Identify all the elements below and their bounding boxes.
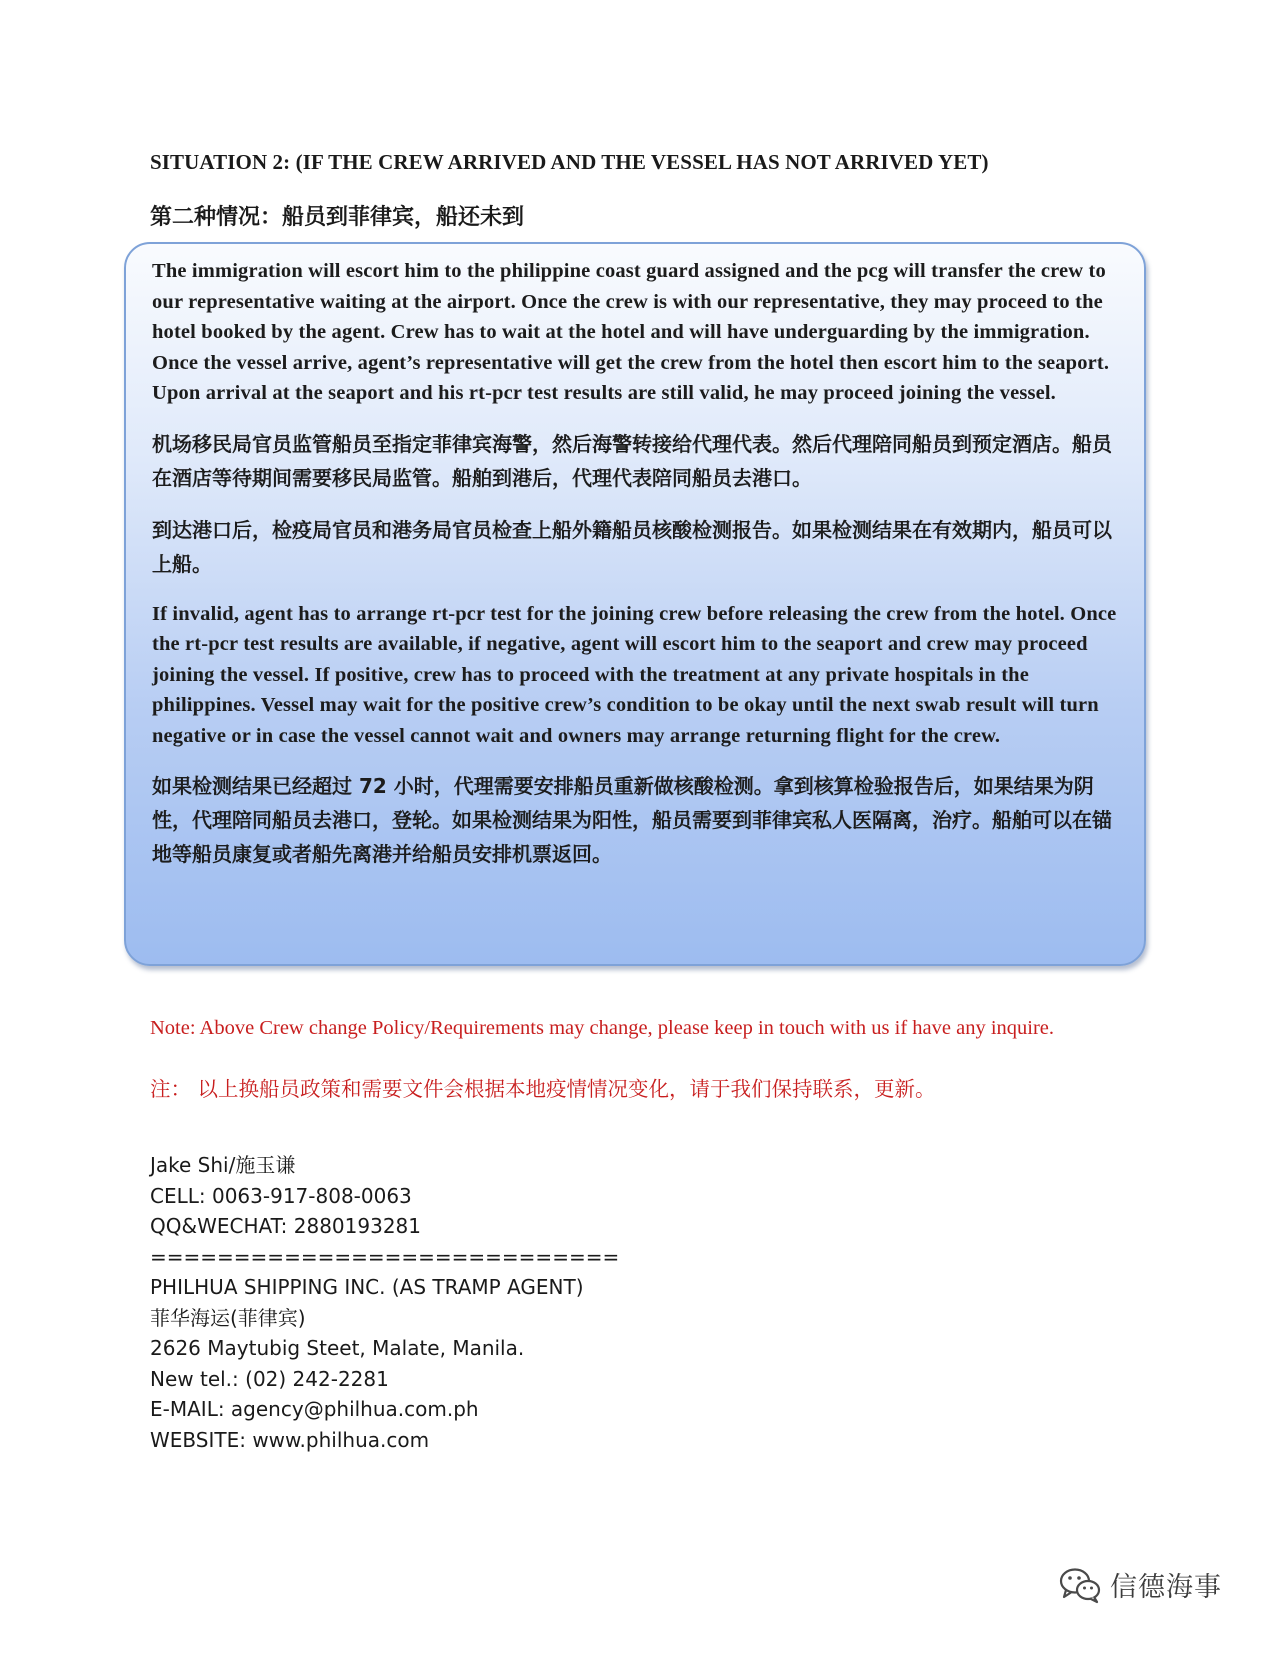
signature-address: 2626 Maytubig Steet, Malate, Manila. <box>150 1336 525 1360</box>
policy-note-chinese: 注： 以上换船员政策和需要文件会根据本地疫情情况变化，请于我们保持联系，更新。 <box>150 1077 936 1101</box>
wechat-icon <box>1058 1566 1102 1604</box>
signature-company-chinese: 菲华海运(菲律宾) <box>150 1305 306 1330</box>
signature-name: Jake Shi/施玉谦 <box>150 1153 296 1177</box>
signature-company: PHILHUA SHIPPING INC. (AS TRAMP AGENT) <box>150 1275 584 1299</box>
signature-cell: CELL: 0063-917-808-0063 <box>150 1183 412 1208</box>
signature-email[interactable]: E-MAIL: agency@philhua.com.ph <box>150 1397 479 1421</box>
section-heading: SITUATION 2: (IF THE CREW ARRIVED AND THE VESSEL HAS NOT ARRIVED YET) <box>150 150 989 174</box>
section-heading-chinese: 第二种情况：船员到菲律宾，船还未到 <box>150 205 525 230</box>
signature-block <box>150 1150 619 1455</box>
watermark-text: 信德海事 <box>1110 1572 1222 1603</box>
procedure-paragraph-4: If invalid, agent has to arrange rt-pcr test for the joining crew before releasing the crew from the hotel. Once the rt-pcr test results are available, if negative, agent will escort him to the seaport and crew may proceed joining the vessel. If positive, crew has to proceed with the treatment at any private hospitals in the philippines. Vessel may wait for the positive crew’s condition to be okay until the next swab result will turn negative or in case the vessel cannot wait and owners may arrange returning flight for the crew. <box>152 602 1117 747</box>
procedure-paragraph-3: 到达港口后，检疫局官员和港务局官员检查上船外籍船员核酸检测报告。如果检测结果在有效期内，船员可以上船。 <box>152 517 1112 576</box>
procedure-paragraph-1: The immigration will escort him to the philippine coast guard assigned and the pcg will transfer the crew to our representative waiting at the airport. Once the crew is with our representative, they may proceed to the hotel booked by the agent. Crew has to wait at the hotel and will have underguarding by the immigration. Once the vessel arrive, agent’s representative will get the crew from the hotel then escort him to the seaport. Upon arrival at the seaport and his rt-pcr test results are still valid, he may proceed joining the vessel. <box>152 260 1110 404</box>
watermark <box>1058 1565 1222 1604</box>
procedure-paragraph-5: 如果检测结果已经超过 72 小时，代理需要安排船员重新做核酸检测。拿到核算检验报告后，如果结果为阴性，代理陪同船员去港口，登轮。如果检测结果为阳性，船员需要到菲律宾私人医隔离，治疗。船舶可以在锚地等船员康复或者船先离港并给船员安排机票返回。 <box>152 774 1112 866</box>
signature-website[interactable]: WEBSITE: www.philhua.com <box>150 1427 430 1452</box>
procedure-box <box>124 242 1146 966</box>
signature-divider: ============================ <box>150 1244 620 1269</box>
policy-note: Note: Above Crew change Policy/Requirements may change, please keep in touch with us if have any inquire. <box>150 1017 1055 1039</box>
signature-tel: New tel.: (02) 242-2281 <box>150 1366 389 1391</box>
signature-qq-wechat: QQ&WECHAT: 2880193281 <box>150 1214 421 1238</box>
procedure-paragraph-2: 机场移民局官员监管船员至指定菲律宾海警，然后海警转接给代理代表。然后代理陪同船员到预定酒店。船员在酒店等待期间需要移民局监管。船舶到港后，代理代表陪同船员去港口。 <box>152 431 1112 490</box>
